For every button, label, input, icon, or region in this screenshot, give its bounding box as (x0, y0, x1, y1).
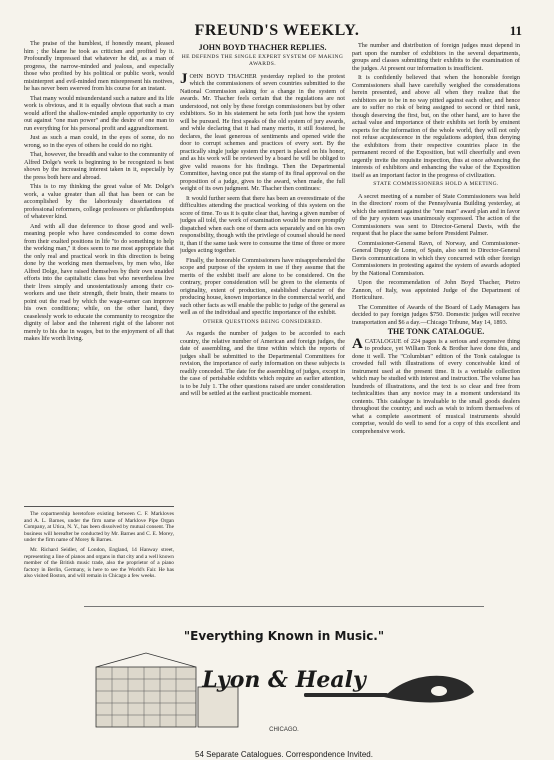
lead-paragraph: CATALOGUE of 224 pages is a serious and expensive thing to produce, yet William Tonk & Brother have done this, and done it well. The "Columbian" edition of the Tonk catalogue is crowded full with illustrations of every conceivable kind of instrument used at the present time. It is a veritable collection which may be studied with interest and instruction. The volume has hundreds of illustrations, and the text is so clear and free from technicalities than any novice may in a moment understand its contents. This catalogue is invaluable to the small goods dealers throughout the country; and such as wish to inform themselves of what a complete assortment of musical instruments should comprise, would do well to send for a copy of this excellent and comprehensive work. (352, 337, 520, 435)
paragraph: That, however, the breadth and value to the community of Alfred Dolge's work is beginning to be recognized is best shown by the increasing interest taken in it, especially by the press both here and abroad. (24, 151, 174, 181)
ad-illustration (84, 647, 484, 735)
paragraph: Commissioner-General Ravn, of Norway, and Commissioner-General Dupuy de Lome, of Spain, also sent to Director-General Davis communications in which they concurred with other foreign Commissioners in protesting against the system of awards adopted by the National Commission. (352, 239, 520, 277)
trade-note: The copartnership heretofore existing between C. F. Markloves and A. L. Barnes, under the firm name of Marklove Pipe Organ Company, at Utica, N. Y., has been dissolved by mutual consent. The business will hereafter be conducted by Mr. Barnes and C. E. Morey, under the firm name of Morey & Barnes. (24, 511, 174, 544)
paragraph: Upon the recommendation of John Boyd Thacher, Pietro Zannon, of Italy, was appointed Judge of the Department of Horticulture. (352, 279, 520, 301)
paragraph: Finally, the honorable Commissioners have misapprehended the scope and purpose of the system in use if they assume that the merits of the exhibit itself are alone to be considered. On the contrary, proper consideration will be given to the elements of originality, extent of production, established character of the producing house, known importance in the commercial world, and such other facts as will enable the public to judge of the general as well as of the individual and specific importance of the exhibit. (180, 256, 345, 316)
trade-note: Mr. Richard Seidler, of London, England, 14 Hanway street, representing a line of pianos and organs in that city and a well known member of the British music trade, also the proprietor of a piano factory in Berlin, Germany, is here to see the World's Fair. He has also visited Boston, and will remain in Chicago a few weeks. (24, 546, 174, 580)
masthead: FREUND'S WEEKLY. (194, 22, 360, 39)
column-left (24, 40, 174, 500)
drop-cap: J (180, 70, 188, 87)
paragraph: That many would misunderstand such a nature and its life work is obvious, and it is equally obvious that such a man would afford the shallow-minded ample opportunity to cry out against "one man power" and the desire of one man to run everything for his personal profit and aggrandizement. (24, 94, 174, 132)
column-right (352, 42, 520, 592)
paragraph: And with all due deference to those good and well-meaning people who have condescended to come down from their exalted positions in life "to do something to help the working man," it does seem to me most appropriate that the only real and practical work in this direction is being done by the working men themselves, by men who, like Alfred Dolge, have raised themselves by their own unaided efforts into the capitalistic class but who nevertheless live their lives simply and unostentatiously among their co-workers and use their strength, their brain, their means to point out the road by which the wage-earner can improve his own conditions; while, on the other hand, they ceaselessly work to educate the community to recognize the dignity of labor and the inherent right of the laborer not merely to his due in wages, but to the enjoyment of all that makes life worth living. (24, 222, 174, 342)
lead-paragraph: OHN BOYD THACHER yesterday replied to the protest which the commissioners of seven countries submitted to the National Commission asking for a change in the system of awards. Mr. Thacher feels certain that the regulations are not understood, not only by these foreign commissioners but by other exhibitors. So in his statement he sets forth just how the system will be pursued. He first speaks of the old system of jury awards, and while declaring that it had many merits, it still fostered, he declares, the least generous of sentiments and opened wide the door to corrupt schemes and practices of every sort. By the practically single judge system the expert is placed on his honor, and as his work will be reviewed by a board he will be obliged to give valid reasons for his findings. Then the Departmental Committee, having once put the stamp of its final approval on the proposition of a judge, gives to the award, when made, the full weight of its own judgment. Mr. Thacher then continues: (180, 72, 345, 192)
section-subheading: OTHER QUESTIONS BEING CONSIDERED. (202, 318, 323, 325)
page-header (20, 22, 534, 42)
ad-title: "Everything Known in Music." (183, 629, 385, 643)
drop-cap: A (352, 335, 363, 352)
paragraph: It is confidently believed that when the honorable foreign Commissioners shall have carefully weighed the considerations herein presented, and above all when they realize that the exhibitors are to be in no way pitted against each other, and hence are to suffer no risk of being assigned to second or third rank, though deserving the first, but, on the other hand, are to have the actual value and importance of their exhibits set forth by eminent experts for the information of the whole world, they will not only not refuse acquiescence in the regulations adopted, thus denying the exhibitors from their respective countries place in the permanent record of the Exposition, but will cheerfully and even urgently invite the requisite inspection, thus at once advancing the interests of exhibitors and enhancing the value of the Exposition itself as an important factor in the progress of civilization. (352, 74, 520, 179)
advertisement (84, 606, 484, 759)
paragraph: The number and distribution of foreign judges must depend in part upon the number of exhibitors in the several departments, groups and classes submitting their exhibits to the examination of the judges. At present our information is insufficient. (352, 42, 520, 72)
paragraph: This is to my thinking the great value of Mr. Dolge's work, a value greater than all that has been or can be accomplished by the laboriously dissertations of professional reformers, college professors or philanthropists of whatever kind. (24, 183, 174, 220)
paragraph: As regards the number of judges to be accorded to each country, the relative number of American and foreign judges, the date of assembling, and the time within which the reports of judges shall be submitted to the Departmental Committees for revision, the importance of early information on these subjects is readily conceded. The date for the assembling of judges, except in the case of perishable exhibits which require an earlier attention, is to be July 1. The other questions raised are under consideration and will be settled at the earliest practicable moment. (180, 330, 345, 397)
page-number: 11 (509, 23, 522, 38)
trade-notes (24, 506, 174, 583)
section-subheading: STATE COMMISSIONERS HOLD A MEETING. (373, 181, 499, 187)
ad-footer: 54 Separate Catalogues. Correspondence Invited. (195, 750, 373, 759)
paragraph: It would further seem that there has been an overestimate of the difficulties attending the practical working of this system on the score of time. To us it is quite clear that, having a given number of judges all told, the work of examination would be more promptly dispatched when each one of them acts separately and on his own responsibility, though with the privilege of counsel should he need it, than if the same task were to consume the time of three or more judges acting together. (180, 194, 345, 254)
paragraph: The praise of the humblest, if honestly meant, pleased him ; the blame he took as criticism and profited by it. Profoundly impressed that whatever he did, as a man of progress, the narrow-minded and jealous, and especially those who profited by his political or public work, would misinterpret and evil-minded men misrepresent his motives, he has never been swerved from his course for an instant. (24, 40, 174, 92)
article-heading: JOHN BOYD THACHER REPLIES. (198, 43, 327, 52)
article-subheading: HE DEFENDS THE SINGLE EXPERT SYSTEM OF MAKING AWARDS. (181, 53, 344, 67)
paragraph: Just as such a man could, in the eyes of some, do no wrong, so in the eyes of others he could do no right. (24, 134, 174, 149)
column-middle (180, 42, 345, 592)
paragraph: A secret meeting of a number of State Commissioners was held in the directors' room of the Pennsylvania Building yesterday, at which the sentiment against the "one man" award plan and in favor of the jury system was unanimously expressed. The action of the Commissioners was sent to Director-General Davis, with the request that he place the same before President Palmer. (352, 192, 520, 237)
article-heading: THE TONK CATALOGUE. (387, 327, 485, 336)
ad-city: CHICAGO. (269, 727, 299, 733)
paragraph: The Committee of Awards of the Board of Lady Managers has decided to pay foreign judges $750. Domestic judges will receive transportation and $6 a day.—Chicago Tribune, May 14, 1893. (352, 303, 520, 326)
brand-logo: Lyon & Healy (202, 667, 366, 693)
